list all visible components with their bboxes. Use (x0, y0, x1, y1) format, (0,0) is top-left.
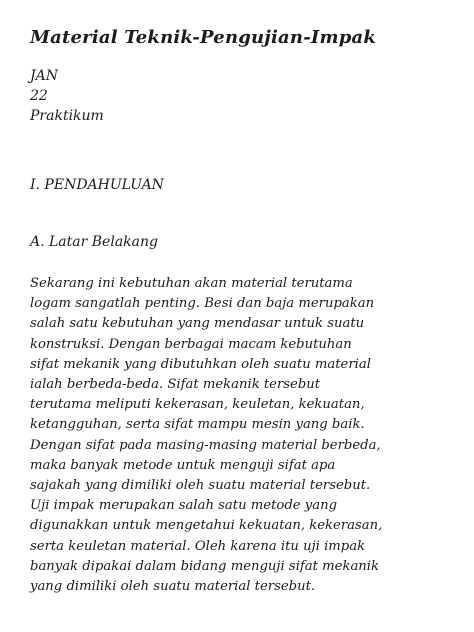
paragraph-line: digunakkan untuk mengetahui kekuatan, kekerasan, (30, 518, 383, 534)
meta-day: 22 (30, 88, 48, 104)
paragraph-line: serta keuletan material. Oleh karena itu uji impak (30, 538, 366, 554)
paragraph-line: banyak dipakai dalam bidang menguji sifat mekanik (30, 558, 380, 574)
paragraph-line: sifat mekanik yang dibutuhkan oleh suatu material (30, 356, 371, 372)
paragraph-line: sajakah yang dimiliki oleh suatu material tersebut. (30, 478, 371, 494)
paragraph-line: Uji impak merupakan salah satu metode yang (30, 498, 338, 514)
document-title: Material Teknik-Pengujian-Impak (30, 27, 377, 48)
meta-month: JAN (30, 68, 58, 84)
meta-category: Praktikum (30, 108, 104, 124)
paragraph-line: maka banyak metode untuk menguji sifat apa (30, 457, 336, 473)
paragraph-line: konstruksi. Dengan berbagai macam kebutuhan (30, 336, 352, 352)
paragraph-line: ialah berbeda-beda. Sifat mekanik tersebut (30, 377, 321, 393)
paragraph-line: ketangguhan, serta sifat mampu mesin yang baik. (30, 417, 365, 433)
paragraph-line: yang dimiliki oleh suatu material tersebut. (30, 579, 316, 595)
paragraph-line: salah satu kebutuhan yang mendasar untuk suatu (30, 316, 365, 332)
section-heading: I. PENDAHULUAN (30, 177, 164, 193)
body-paragraph (30, 274, 460, 597)
paragraph-line: terutama meliputi kekerasan, keuletan, kekuatan, (30, 397, 365, 413)
subsection-heading: A. Latar Belakang (30, 234, 158, 250)
paragraph-line: logam sangatlah penting. Besi dan baja merupakan (30, 296, 375, 312)
paragraph-line: Dengan sifat pada masing-masing material berbeda, (30, 437, 381, 453)
document-meta (30, 66, 104, 126)
paragraph-line: Sekarang ini kebutuhan akan material terutama (30, 276, 353, 291)
